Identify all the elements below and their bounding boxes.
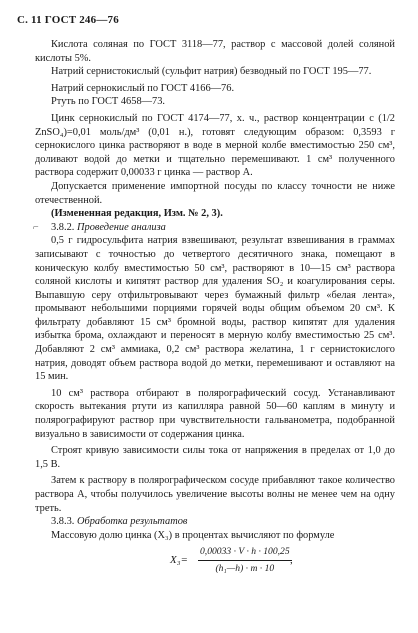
paragraph-mercury: Ртуть по ГОСТ 4658—73.	[51, 96, 166, 108]
page-header: С. 11 ГОСТ 246—76	[17, 14, 119, 26]
paragraph-add-solution-a: Затем к раствору в полярографическом сосуде прибавляют такое количество раствора А, чтобы получилось увеличение высоты волны не менее чем на одну треть.	[35, 475, 395, 514]
section-number-results: 3.8.3.	[51, 516, 75, 528]
formula-numerator: 0,00033 · V · h · 100,25	[198, 545, 292, 561]
paragraph-imported-glassware: Допускается применение импортной посуды по классу точности не ниже отечественной.	[35, 180, 395, 206]
margin-mark: ⌐	[33, 221, 39, 233]
section-title-results: Обработка результатов	[77, 516, 188, 528]
formula-lhs: X₃=	[170, 554, 188, 567]
paragraph-revision-note: (Измененная редакция, Изм. № 2, 3).	[51, 208, 223, 220]
paragraph-hydrochloric-acid: Кислота соляная по ГОСТ 3118—77, раствор с массовой долей соляной кислоты 5%.	[35, 39, 395, 64]
formula-fraction	[198, 545, 292, 575]
paragraph-sodium-sulfate: Натрий сернокислый по ГОСТ 4166—76.	[51, 82, 235, 94]
formula-denominator: (h₁—h) · m · 10	[215, 562, 275, 574]
formula-comma: ,	[290, 554, 293, 567]
paragraph-sodium-sulfite: Натрий сернистокислый (сульфит натрия) безводный по ГОСТ 195—77.	[51, 66, 372, 78]
section-heading-results	[35, 515, 395, 529]
section-number-analysis: 3.8.2.	[51, 221, 75, 233]
paragraph-zinc-sulfate: Цинк сернокислый по ГОСТ 4174—77, х. ч., раствор концентрации с (1/2 ZnSO₄)=0,01 моль/дм³ (0,01 н.), готовят следующим образом: 0,3593 г сернокислого цинка растворяют в воде в мерной колбе вместимостью 250 см³, доливают водой до метки и тщательно перемешивают. 1 см³ полученного раствора содержит 0,00033 г цинка — раствор А.	[35, 112, 395, 179]
paragraph-current-curve: Строят кривую зависимости силы тока от напряжения в пределах от 1,0 до 1,5 В.	[35, 445, 395, 470]
paragraph-analysis-procedure: 0,5 г гидросульфита натрия взвешивают, результат взвешивания в граммах записывают с точностью до четвертого десятичного знака, помещают в коническую колбу вместимостью 50 см³, растворяют в 10—15 см³ раствора соляной кислоты и кипятят раствор для удаления SO₂ и коагулирования серы. Выпавшую серу отфильтровывают через бумажный фильтр «белая лента», промывают небольшими порциями горячей воды общим объемом 20 см³. К фильтрату добавляют 15 см³ бромной воды, раствор кипятят для удаления избытка брома, охлаждают и переносят в мерную колбу вместимостью 25 см³. Добавляют 2 см³ аммиака, 0,2 см³ раствора желатина, 1 г сернистокислого натрия, доводят объем раствора водой до метки, перемешивают и оставляют на 15 мин.	[35, 235, 395, 383]
paragraph-polarography: 10 см³ раствора отбирают в полярографический сосуд. Устанавливают скорость вытекания ртути из капилляра равной 50—60 каплям в минуту и полярографируют раствор при чувствительности гальванометра, подобранной визуально в зависимости от содержания цинка.	[35, 387, 395, 440]
section-heading-analysis	[35, 221, 395, 235]
document-body	[35, 38, 395, 575]
section-title-analysis: Проведение анализа	[77, 221, 166, 233]
zinc-formula	[35, 545, 395, 575]
paragraph-zinc-mass-fraction: Массовую долю цинка (X₃) в процентах вычисляют по формуле	[51, 529, 335, 541]
